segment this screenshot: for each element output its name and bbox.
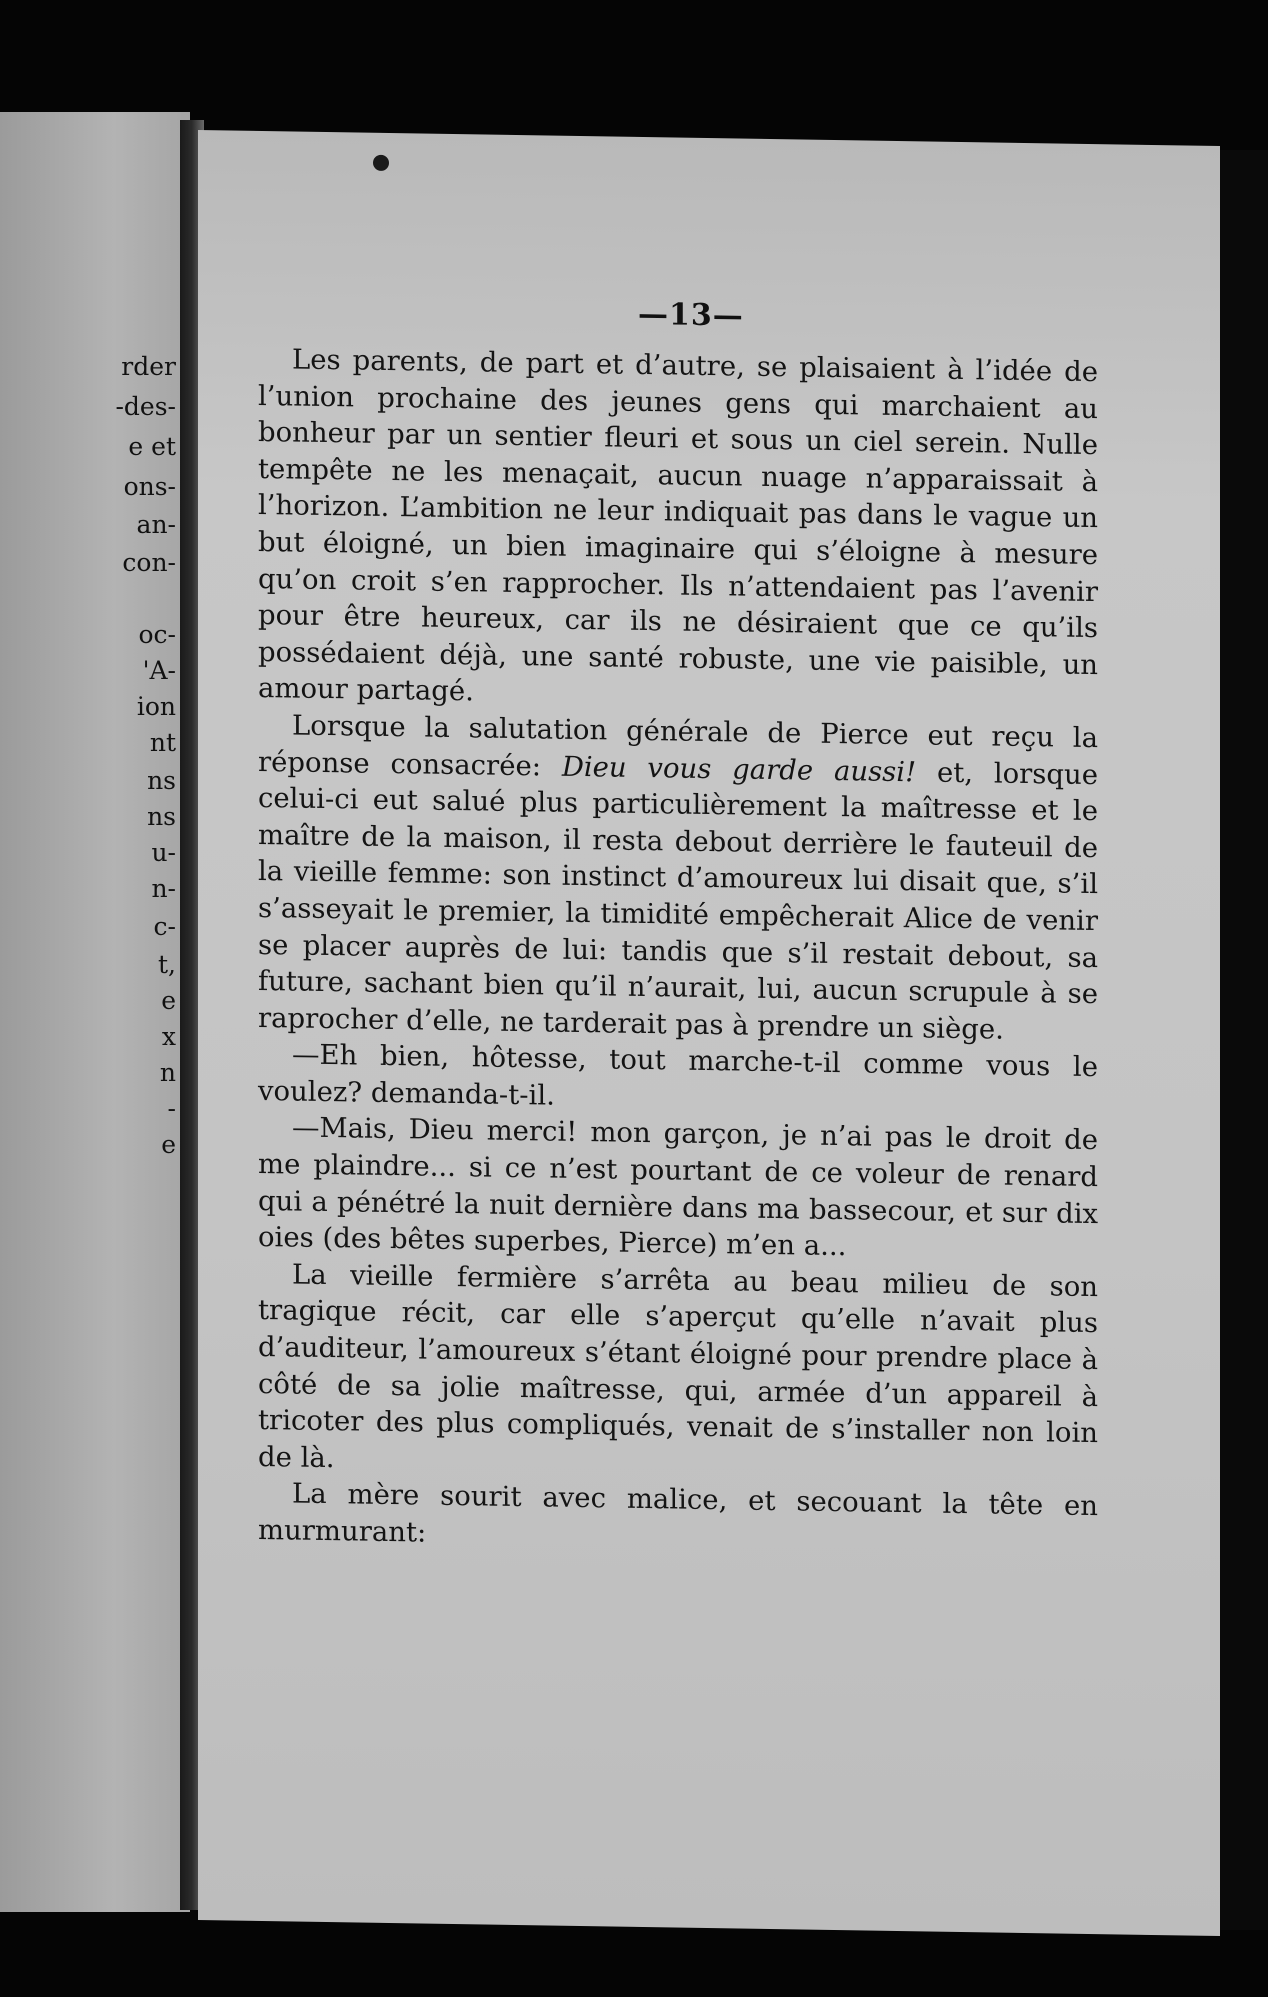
left-page-line: x — [161, 1022, 176, 1051]
left-page-line: 'A- — [142, 656, 176, 685]
right-dark-margin — [1220, 150, 1268, 1930]
left-page-line: nt — [149, 728, 176, 757]
paragraph — [258, 707, 1098, 1050]
left-page-line: e et — [128, 432, 176, 461]
left-page-line: n — [159, 1058, 176, 1087]
paragraph-text: Lorsque la salutation générale de Pierce eut reçu la réponse consacrée: — [258, 709, 1098, 783]
left-page-line: an- — [136, 510, 176, 539]
italic-quote: Dieu vous garde aussi! — [561, 750, 917, 788]
left-page-line: e — [161, 986, 176, 1015]
left-page-line: ns — [147, 802, 176, 831]
left-page-line: - — [167, 1094, 176, 1123]
left-page-line: c- — [153, 912, 176, 941]
paragraph: —Mais, Dieu merci! mon garçon, je n’ai pas le droit de me plaindre... si ce n’est pourtant de ce voleur de renard qui a pénétré la nuit dernière dans ma bassecour, et sur dix oies (des bêtes superbes, Pierce) m’en a... — [258, 1111, 1098, 1263]
left-page-line: rder — [121, 352, 176, 381]
left-page-line: ion — [136, 692, 176, 721]
page-number: —13— — [638, 296, 744, 334]
left-page-line: t, — [158, 950, 176, 979]
left-page-line: e — [161, 1130, 176, 1159]
paragraph: La mère sourit avec malice, et secouant la tête en murmurant: — [258, 1477, 1098, 1549]
ink-dot — [373, 155, 389, 171]
paragraph: La vieille fermière s’arrêta au beau milieu de son tragique récit, car elle s’aperçut qu’elle n’avait plus d’auditeur, l’amoureux s’étant éloigné pour prendre place à côté de sa jolie maîtresse, qui, armée d’un appareil à tricoter des plus compliqués, venait de s’installer non loin de là. — [258, 1258, 1098, 1474]
paragraph: —Eh bien, hôtesse, tout marche-t-il comme vous le voulez? demanda-t-il. — [258, 1038, 1098, 1112]
left-page-line: -des- — [115, 392, 176, 421]
left-page-line: con- — [122, 548, 176, 577]
body-text — [258, 341, 1098, 1562]
main-page — [198, 130, 1220, 1936]
paragraph: Les parents, de part et d’autre, se plaisaient à l’idée de l’union prochaine des jeunes gens qui marchaient au bonheur par un sentier fleuri et sous un ciel serein. Nulle tempête ne les menaçait, aucun nuage n’apparaissait à l’horizon. L’ambition ne leur indiquait pas dans le vague un but éloigné, un bien imaginaire qui s’éloigne à mesure qu’on croit s’en rapprocher. Ils n’attendaient pas l’avenir pour être heureux, car ils ne désiraient que ce qu’ils possédaient déjà, une santé robuste, une vie paisible, un amour partagé. — [258, 343, 1098, 708]
left-page-line: n- — [151, 874, 176, 903]
left-page-line: oc- — [138, 620, 176, 649]
left-page-line: ns — [147, 766, 176, 795]
left-page-line: ons- — [123, 472, 176, 501]
left-page-fragment — [0, 112, 190, 1912]
left-page-line: u- — [151, 838, 176, 867]
paragraph-text: et, lorsque celui-ci eut salué plus particulièrement la maîtresse et le maître de la maison, il resta debout derrière le fauteuil de la vieille femme: son instinct d’amoureux lui disait que, s’il s’asseyait le premier, la timidité empêcherait Alice de venir se placer auprès de lui: tandis que s’il restait debout, sa future, sachant bien qu’il n’aurait, lui, aucun scrupule à se raprocher d’elle, ne tarderait pas à prendre un siège. — [258, 755, 1099, 1046]
